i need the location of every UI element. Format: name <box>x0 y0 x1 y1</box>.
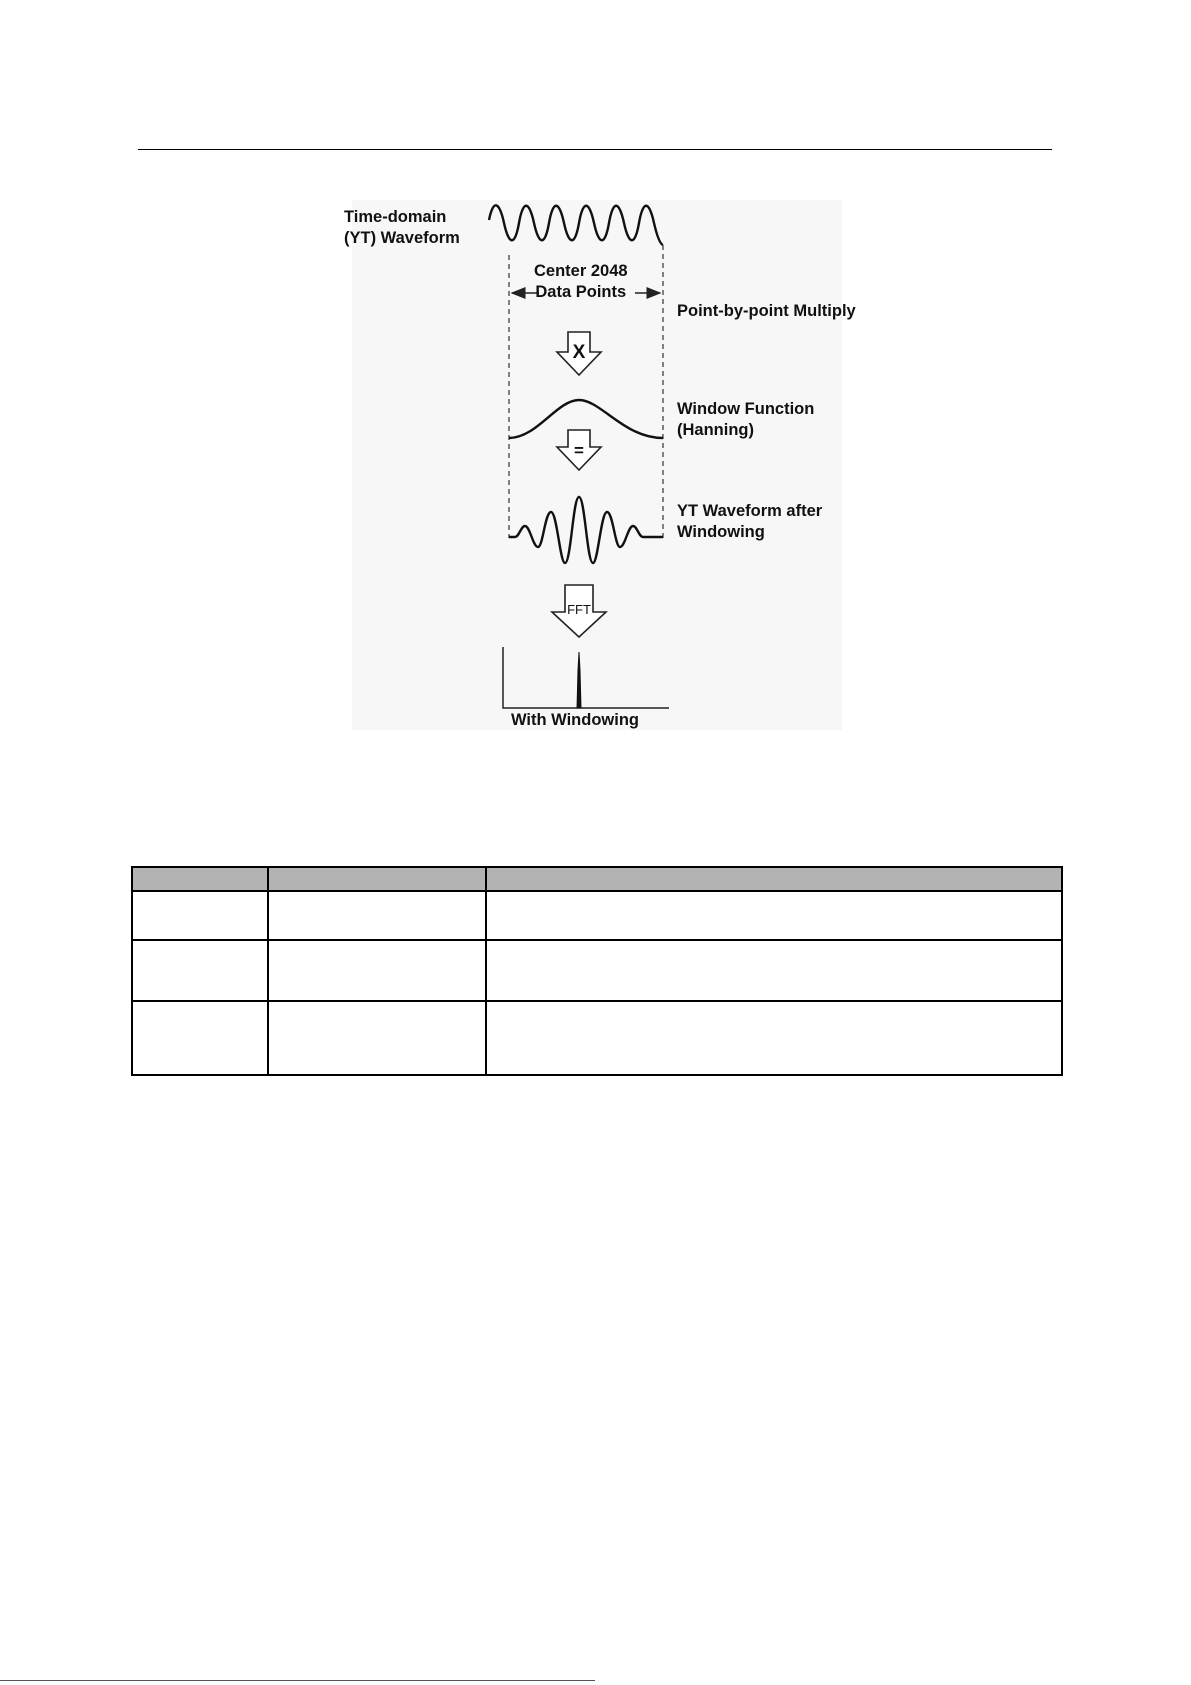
header-rule <box>138 149 1052 150</box>
table-header-cell <box>132 867 268 891</box>
table-header-cell <box>486 867 1062 891</box>
equals-symbol: = <box>574 441 584 460</box>
multiply-label: Point-by-point Multiply <box>677 302 856 320</box>
multiply-symbol: X <box>572 342 586 363</box>
data-table <box>131 866 1063 1076</box>
table-cell <box>268 891 486 940</box>
fft-windowing-figure <box>344 200 856 730</box>
spectrum-label: With Windowing <box>511 711 639 729</box>
table-cell <box>132 940 268 1001</box>
table-header-cell <box>268 867 486 891</box>
spectrum-peak <box>577 652 581 708</box>
table-header-row <box>132 867 1062 891</box>
table-row <box>132 891 1062 940</box>
table-cell <box>132 891 268 940</box>
table-cell <box>486 940 1062 1001</box>
windowed-waveform-label: YT Waveform after Windowing <box>677 502 823 541</box>
table-row <box>132 1001 1062 1075</box>
table-cell <box>268 1001 486 1075</box>
time-domain-waveform <box>489 205 663 245</box>
center-data-points-label: Center 2048 Data Points <box>534 262 628 301</box>
window-function-label: Window Function (Hanning) <box>677 400 815 439</box>
time-domain-label: Time-domain (YT) Waveform <box>344 208 460 247</box>
windowed-waveform <box>509 497 663 563</box>
footer-rule <box>0 1680 595 1681</box>
table-cell <box>486 1001 1062 1075</box>
fft-symbol: FFT <box>567 602 591 617</box>
table-row <box>132 940 1062 1001</box>
table-cell <box>132 1001 268 1075</box>
table-cell <box>268 940 486 1001</box>
spectrum-axes <box>503 647 669 708</box>
table-cell <box>486 891 1062 940</box>
